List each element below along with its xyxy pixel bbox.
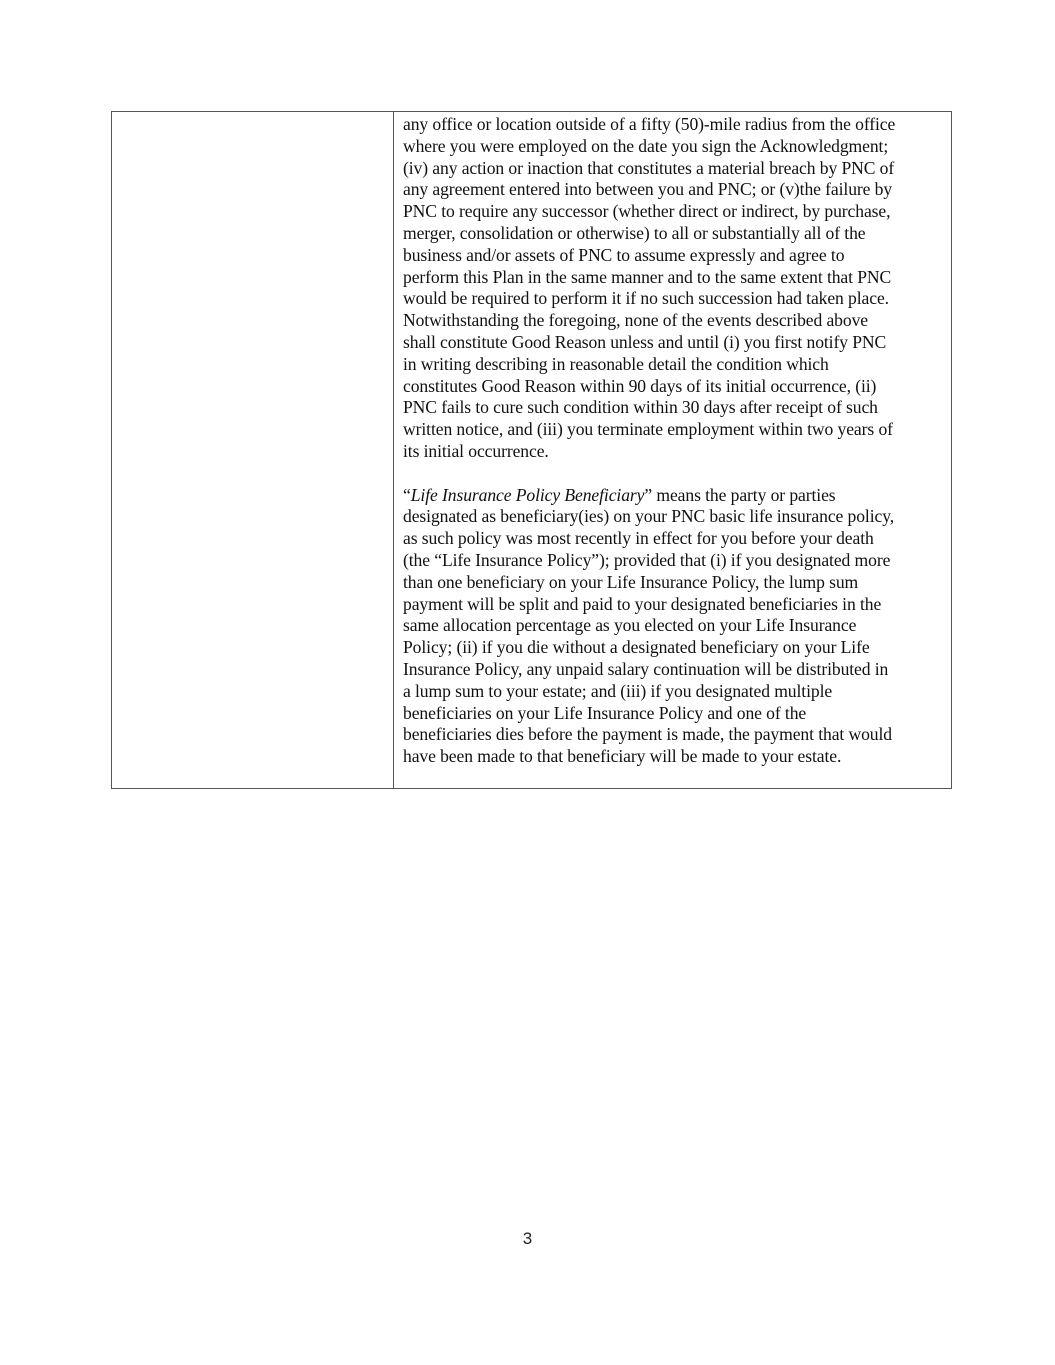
text-line: same allocation percentage as you elected on your Life Insurance — [403, 615, 857, 636]
text-line — [403, 485, 945, 507]
text-line: merger, consolidation or otherwise) to all or substantially all of the — [403, 222, 866, 243]
text-line: written notice, and (iii) you terminate employment within two years of — [403, 419, 893, 440]
text-line: (the “Life Insurance Policy”); provided that (i) if you designated more — [403, 549, 891, 570]
text-line: Notwithstanding the foregoing, none of the events described above — [403, 310, 868, 331]
beneficiary-definition-paragraph — [403, 485, 945, 768]
text-line: PNC fails to cure such condition within 30 days after receipt of such — [403, 397, 878, 418]
defined-term: Life Insurance Policy Beneficiary — [410, 484, 645, 505]
definition-column-cell — [394, 112, 951, 788]
text-line: would be required to perform it if no such succession had taken place. — [403, 288, 889, 309]
text-line: than one beneficiary on your Life Insurance Policy, the lump sum — [403, 571, 859, 592]
text-line: constitutes Good Reason within 90 days of its initial occurrence, (ii) — [403, 375, 877, 396]
text-line: shall constitute Good Reason unless and until (i) you first notify PNC — [403, 331, 887, 352]
open-quote: “ — [403, 484, 411, 505]
text-line: its initial occurrence. — [403, 440, 549, 461]
definition-lead: ” means the party or parties — [644, 484, 836, 505]
text-line: any office or location outside of a fifty (50)-mile radius from the office — [403, 114, 896, 134]
text-line: beneficiaries on your Life Insurance Policy and one of the — [403, 702, 807, 723]
text-line: designated as beneficiary(ies) on your PNC basic life insurance policy, — [403, 506, 895, 527]
text-line: PNC to require any successor (whether direct or indirect, by purchase, — [403, 201, 891, 222]
text-line: Policy; (ii) if you die without a designated beneficiary on your Life — [403, 637, 870, 658]
text-line: as such policy was most recently in effect for you before your death — [403, 528, 874, 549]
text-line: beneficiaries dies before the payment is made, the payment that would — [403, 724, 892, 745]
page-number: 3 — [522, 1229, 533, 1248]
text-line: any agreement entered into between you and PNC; or (v)the failure by — [403, 179, 893, 200]
text-line: have been made to that beneficiary will be made to your estate. — [403, 746, 842, 767]
text-line: Insurance Policy, any unpaid salary continuation will be distributed in — [403, 658, 889, 679]
text-line: perform this Plan in the same manner and to the same extent that PNC — [403, 266, 892, 287]
text-line: a lump sum to your estate; and (iii) if you designated multiple — [403, 680, 833, 701]
text-line: business and/or assets of PNC to assume expressly and agree to — [403, 244, 845, 265]
term-column-cell — [112, 112, 394, 788]
good-reason-paragraph — [403, 114, 945, 463]
text-line: where you were employed on the date you sign the Acknowledgment; — [403, 135, 889, 156]
text-line: in writing describing in reasonable detail the condition which — [403, 353, 829, 374]
text-line: (iv) any action or inaction that constitutes a material breach by PNC of — [403, 157, 895, 178]
definitions-table — [111, 111, 952, 789]
text-line: payment will be split and paid to your designated beneficiaries in the — [403, 593, 882, 614]
